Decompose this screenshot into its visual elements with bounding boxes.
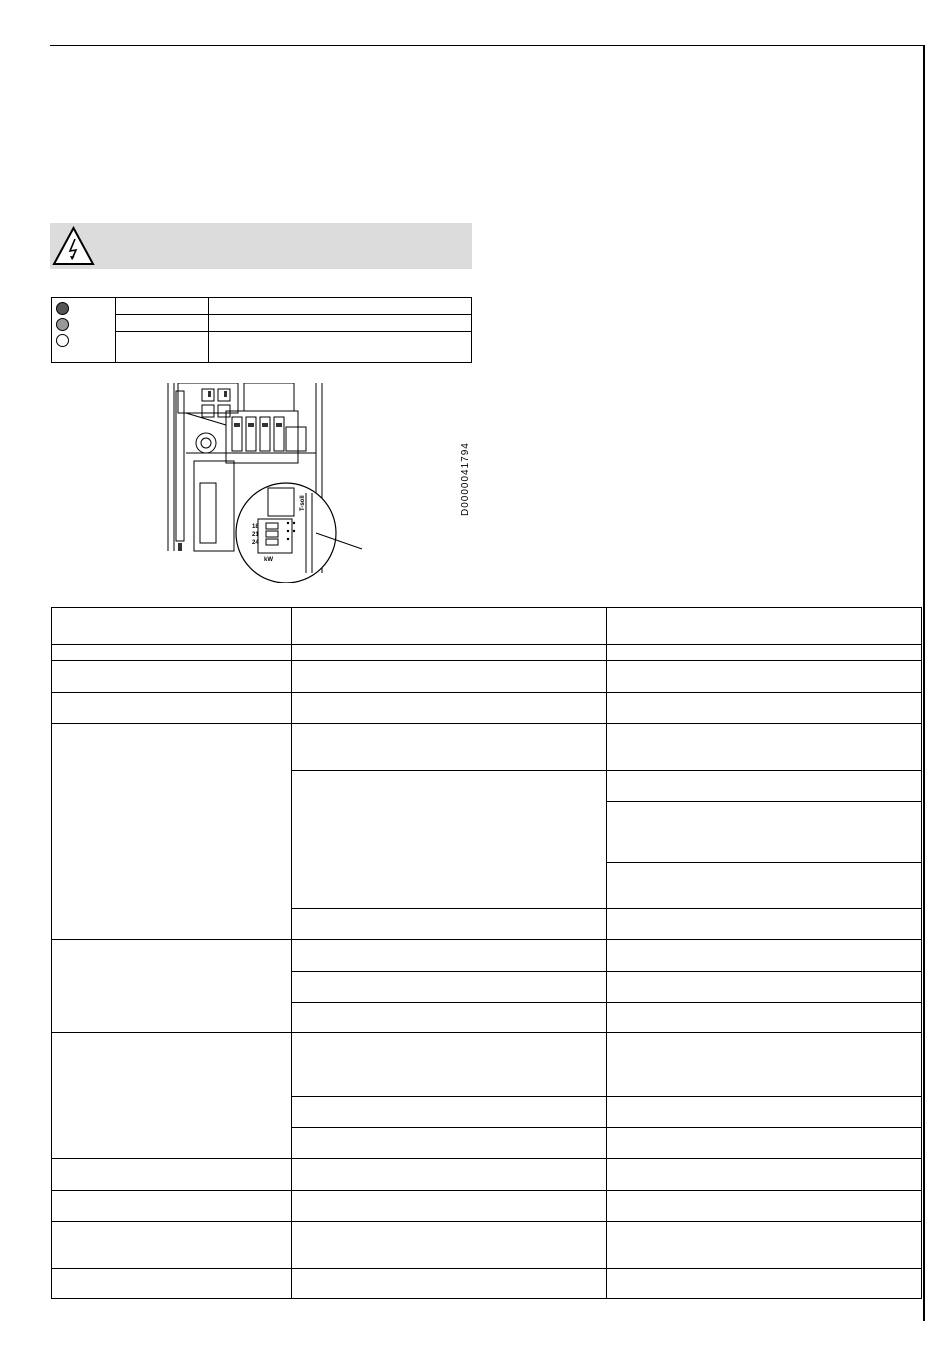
right-rule	[923, 45, 925, 1321]
led-legend-row	[116, 332, 471, 362]
device-illustration	[166, 383, 476, 583]
t-soll-label: T-soll	[300, 495, 306, 511]
switch-position-18: 18	[252, 524, 259, 530]
led-legend-table	[51, 297, 472, 363]
led-indicator-cell	[52, 298, 116, 362]
kw-label: kW	[264, 557, 273, 563]
led-legend-row	[116, 298, 471, 315]
top-rule	[50, 45, 924, 46]
led-light-icon	[56, 334, 69, 347]
led-medium-icon	[56, 318, 69, 331]
warning-bar	[50, 223, 472, 269]
led-legend-row	[116, 315, 471, 332]
troubleshooting-table	[51, 607, 922, 1299]
electric-hazard-icon	[52, 225, 95, 267]
led-dark-icon	[56, 302, 69, 315]
switch-position-24: 24	[252, 540, 259, 546]
figure-code: D0000041794	[460, 442, 471, 516]
switch-position-21: 21	[252, 532, 259, 538]
